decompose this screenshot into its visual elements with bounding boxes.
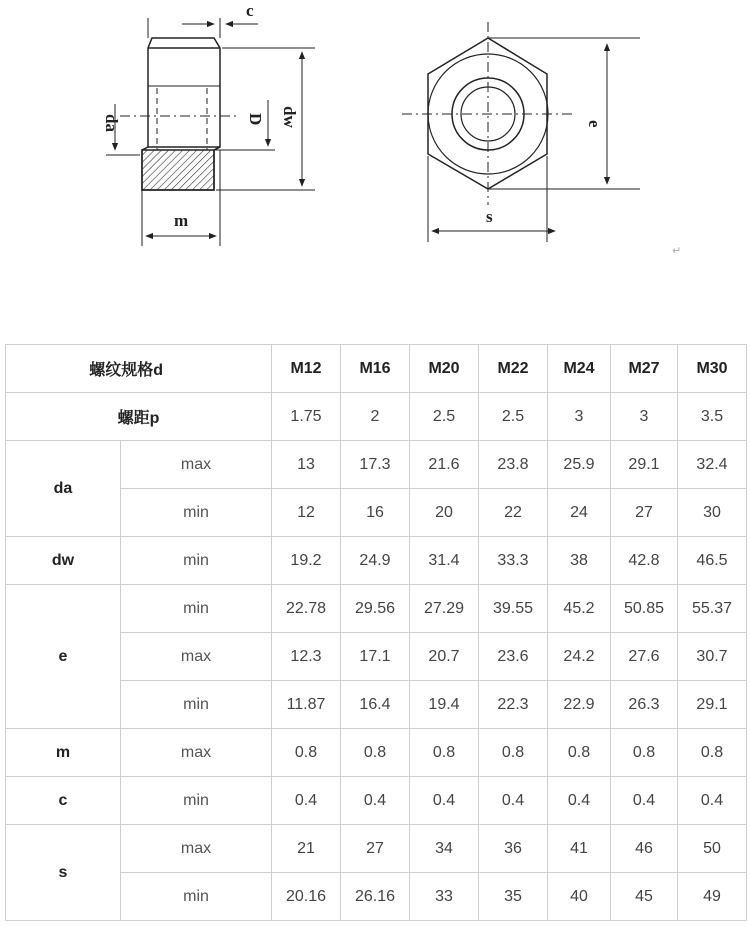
qualifier-cell: min [121, 681, 272, 729]
value-cell: 19.4 [410, 681, 479, 729]
value-cell: 24.9 [341, 537, 410, 585]
value-cell: 29.56 [341, 585, 410, 633]
qualifier-cell: min [121, 777, 272, 825]
value-cell: 29.1 [611, 441, 678, 489]
value-cell: 50 [678, 825, 747, 873]
qualifier-cell: min [121, 489, 272, 537]
side-view [106, 18, 315, 246]
value-cell: 19.2 [272, 537, 341, 585]
value-cell: 33.3 [479, 537, 548, 585]
value-cell: 17.3 [341, 441, 410, 489]
value-cell: 25.9 [548, 441, 611, 489]
value-cell: 20 [410, 489, 479, 537]
pitch-label: 螺距p [6, 393, 272, 441]
value-cell: 39.55 [479, 585, 548, 633]
qualifier-cell: min [121, 585, 272, 633]
value-cell: 0.4 [341, 777, 410, 825]
value-cell: 40 [548, 873, 611, 921]
value-cell: 22 [479, 489, 548, 537]
value-cell: 49 [678, 873, 747, 921]
value-cell: 11.87 [272, 681, 341, 729]
qualifier-cell: min [121, 537, 272, 585]
value-cell: 30 [678, 489, 747, 537]
value-cell: 26.3 [611, 681, 678, 729]
pitch-cell: 2 [341, 393, 410, 441]
value-cell: 22.78 [272, 585, 341, 633]
value-cell: 0.8 [611, 729, 678, 777]
value-cell: 16 [341, 489, 410, 537]
value-cell: 42.8 [611, 537, 678, 585]
value-cell: 34 [410, 825, 479, 873]
value-cell: 27 [341, 825, 410, 873]
param-label-c: c [6, 777, 121, 825]
value-cell: 46 [611, 825, 678, 873]
size-header: M24 [548, 345, 611, 393]
qualifier-cell: min [121, 873, 272, 921]
size-header: M30 [678, 345, 747, 393]
value-cell: 31.4 [410, 537, 479, 585]
value-cell: 0.4 [548, 777, 611, 825]
value-cell: 21 [272, 825, 341, 873]
qualifier-cell: max [121, 633, 272, 681]
label-c: c [246, 1, 254, 20]
value-cell: 22.3 [479, 681, 548, 729]
pitch-row [6, 393, 747, 441]
value-cell: 46.5 [678, 537, 747, 585]
return-mark: ↵ [672, 245, 682, 257]
value-cell: 38 [548, 537, 611, 585]
value-cell: 0.8 [341, 729, 410, 777]
param-label-da: da [6, 441, 121, 537]
value-cell: 17.1 [341, 633, 410, 681]
top-view [402, 22, 640, 242]
value-cell: 0.4 [410, 777, 479, 825]
label-s: s [486, 207, 493, 226]
nut-spec-table [5, 344, 747, 921]
pitch-cell: 3 [548, 393, 611, 441]
value-cell: 27.6 [611, 633, 678, 681]
spec-row-da [6, 441, 747, 489]
param-label-s: s [6, 825, 121, 921]
value-cell: 30.7 [678, 633, 747, 681]
value-cell: 45 [611, 873, 678, 921]
value-cell: 20.16 [272, 873, 341, 921]
label-da: da [102, 114, 121, 132]
value-cell: 45.2 [548, 585, 611, 633]
value-cell: 0.8 [272, 729, 341, 777]
value-cell: 35 [479, 873, 548, 921]
qualifier-cell: max [121, 441, 272, 489]
value-cell: 24 [548, 489, 611, 537]
value-cell: 27 [611, 489, 678, 537]
pitch-cell: 3 [611, 393, 678, 441]
value-cell: 0.4 [479, 777, 548, 825]
value-cell: 0.8 [548, 729, 611, 777]
size-header: M20 [410, 345, 479, 393]
collar-hatch [142, 150, 214, 190]
value-cell: 32.4 [678, 441, 747, 489]
value-cell: 29.1 [678, 681, 747, 729]
value-cell: 21.6 [410, 441, 479, 489]
value-cell: 0.8 [410, 729, 479, 777]
value-cell: 20.7 [410, 633, 479, 681]
spec-row-c [6, 777, 747, 825]
value-cell: 0.4 [678, 777, 747, 825]
value-cell: 23.8 [479, 441, 548, 489]
header-row [6, 345, 747, 393]
label-m: m [174, 211, 189, 230]
spec-row-e [6, 585, 747, 633]
value-cell: 50.85 [611, 585, 678, 633]
label-D: D [246, 113, 265, 126]
value-cell: 16.4 [341, 681, 410, 729]
pitch-cell: 1.75 [272, 393, 341, 441]
size-header: M16 [341, 345, 410, 393]
value-cell: 33 [410, 873, 479, 921]
value-cell: 22.9 [548, 681, 611, 729]
param-label-e: e [6, 585, 121, 729]
value-cell: 36 [479, 825, 548, 873]
qualifier-cell: max [121, 729, 272, 777]
value-cell: 24.2 [548, 633, 611, 681]
value-cell: 23.6 [479, 633, 548, 681]
value-cell: 0.4 [611, 777, 678, 825]
pitch-cell: 3.5 [678, 393, 747, 441]
label-dw: dw [280, 106, 299, 128]
value-cell: 41 [548, 825, 611, 873]
size-header: M12 [272, 345, 341, 393]
param-label-dw: dw [6, 537, 121, 585]
pitch-cell: 2.5 [479, 393, 548, 441]
qualifier-cell: max [121, 825, 272, 873]
value-cell: 27.29 [410, 585, 479, 633]
value-cell: 13 [272, 441, 341, 489]
value-cell: 55.37 [678, 585, 747, 633]
spec-row-dw [6, 537, 747, 585]
pitch-cell: 2.5 [410, 393, 479, 441]
value-cell: 0.4 [272, 777, 341, 825]
spec-row-s [6, 825, 747, 873]
value-cell: 0.8 [678, 729, 747, 777]
spec-row-m [6, 729, 747, 777]
value-cell: 12.3 [272, 633, 341, 681]
size-header: M22 [479, 345, 548, 393]
value-cell: 12 [272, 489, 341, 537]
param-label-m: m [6, 729, 121, 777]
size-header: M27 [611, 345, 678, 393]
label-e: e [585, 120, 604, 128]
thread-spec-label: 螺纹规格d [6, 345, 272, 393]
value-cell: 26.16 [341, 873, 410, 921]
value-cell: 0.8 [479, 729, 548, 777]
hex-flange-nut-drawing [0, 0, 750, 300]
